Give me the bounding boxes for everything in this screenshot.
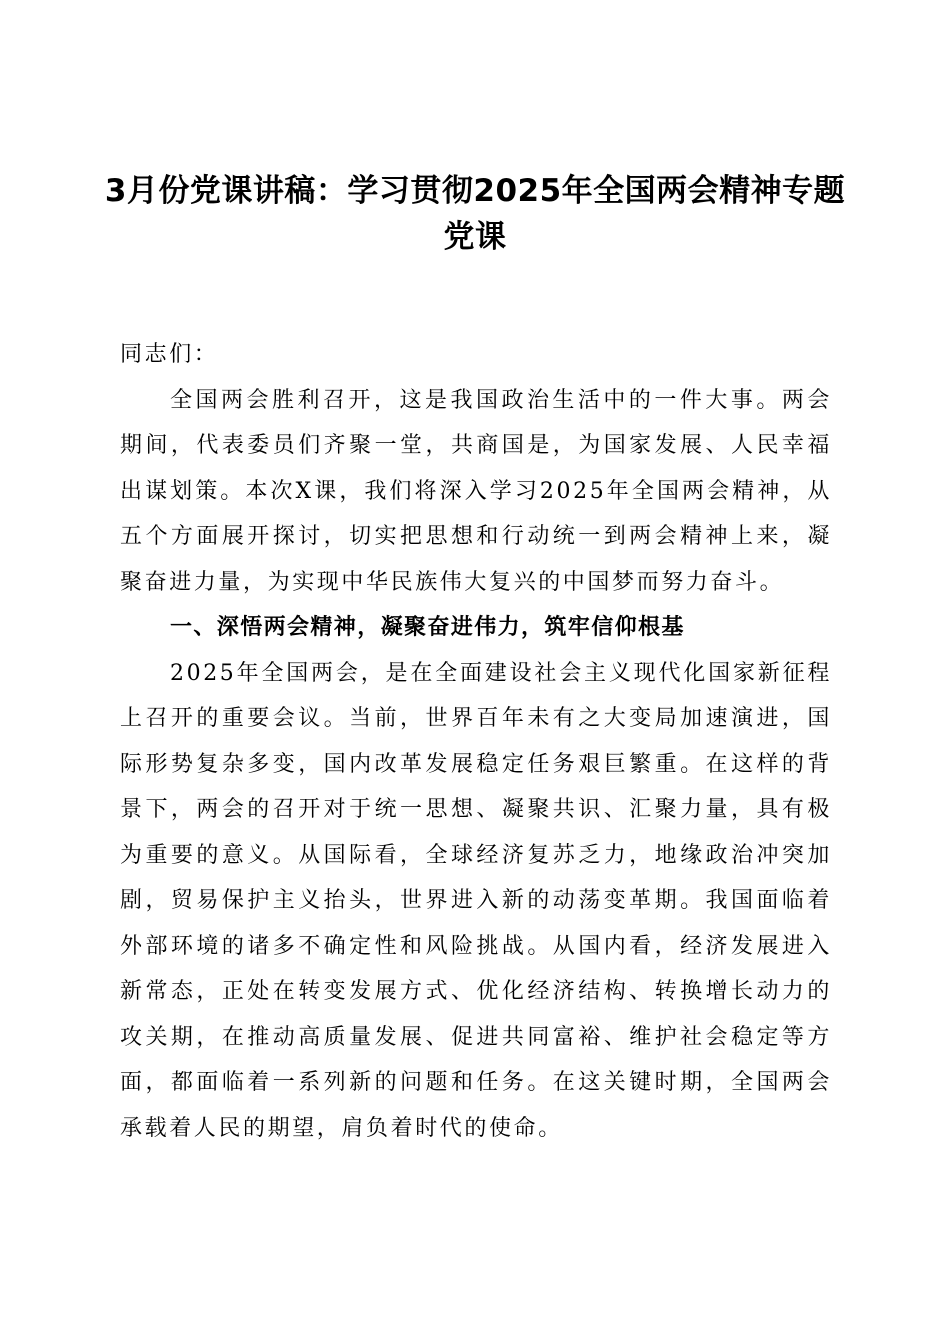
document-body [120, 332, 832, 1151]
section-paragraph: 2025年全国两会，是在全面建设社会主义现代化国家新征程上召开的重要会议。当前，世界百年未有之大变局加速演进，国际形势复杂多变，国内改革发展稳定任务艰巨繁重。在这样的背景下，两会的召开对于统一思想、凝聚共识、汇聚力量，具有极为重要的意义。从国际看，全球经济复苏乏力，地缘政治冲突加剧，贸易保护主义抬头，世界进入新的动荡变革期。我国面临着外部环境的诸多不确定性和风险挑战。从国内看，经济发展进入新常态，正处在转变发展方式、优化经济结构、转换增长动力的攻关期，在推动高质量发展、促进共同富裕、维护社会稳定等方面，都面临着一系列新的问题和任务。在这关键时期，全国两会承载着人民的期望，肩负着时代的使命。 [120, 660, 832, 1141]
salutation: 同志们： [120, 342, 219, 367]
document-title: 3月份党课讲稿：学习贯彻2025年全国两会精神专题党课 [104, 173, 846, 255]
section-heading: 一、深悟两会精神，凝聚奋进伟力，筑牢信仰根基 [170, 615, 685, 640]
intro-paragraph: 全国两会胜利召开，这是我国政治生活中的一件大事。两会期间，代表委员们齐聚一堂，共商国是，为国家发展、人民幸福出谋划策。本次X课，我们将深入学习2025年全国两会精神，从五个方面展开探讨，切实把思想和行动统一到两会精神上来，凝聚奋进力量，为实现中华民族伟大复兴的中国梦而努力奋斗。 [120, 387, 832, 595]
